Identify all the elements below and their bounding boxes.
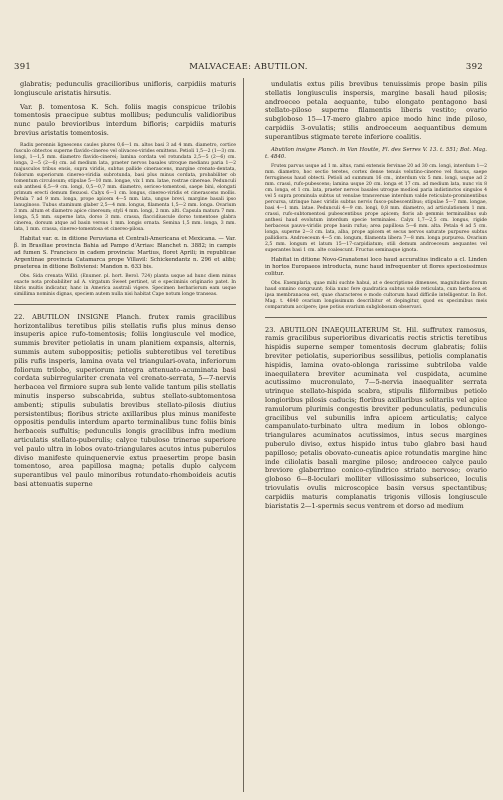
- citation-paragraph: Abutilon insigne Planch. in Van Houtte, Fl. des Serres V. 13. t. 551; Bot. Mag. t. 4840.: [265, 146, 487, 160]
- habitat-paragraph: Habitat in ditione Novo-Granatensi loco haud accuratius indicato a cl. Linden in hortos Europaeos introducta, nunc haud infrequenter ut flores speciosissimus colitur.: [265, 256, 487, 277]
- diagnosis-paragraph: Var. β. tomentosa K. Sch. foliis magis conspicue trilobis tomentosis praecipue subtus mollibus; pedunculis validioribus nunc paulo brevioribus interdum bifloris; carpidiis maturis brevius aristatis tomentosis.: [14, 102, 236, 137]
- running-title: MALVACEAE: ABUTILON.: [189, 62, 308, 72]
- page-number-right: 392: [465, 62, 483, 72]
- description-paragraph: Frutex parvus usque ad 1 m. altus, rami extensis fervinae 20 ad 30 cm. longi, interdum 1—2 mm. diametro, hoc sectio teretes, cortex dense tenuis velutino-cinereo vel fuscus, saepe ferrugineus haud obtecti. Petioli ad summum 16 cm., interdum vix 5 mm. longi, usque ad 2 mm. crassi, rufo-pubescens; lamina usque 20 cm. longa et 17 cm. ad medium lata, nunc vix 8 cm. longa, et 1 cm. lata, praeter nervos basales utroque modiosi paria indistinctos singulos 4 vel 5 supra prominula subtus ut venulae transversae interdum valde reticulato-prominentibus percursa, utrinque haec viridis subtus nervis fusco-pubescentibus; stipulae 5—7 mm. longae, basi 4—1 mm. latae. Pedunculi 4—9 cm. longi, 0,8 mm. diametro, ad articulationem 1 mm. crassi, rufo-subtomentosi pubescentibus prope apicem; floris ab gemmis terminalibus sub anthesi haud evolutum interdum specie terminales. Calyx 1,7—2,5 cm. longus, rigide herbaceus pauvo-viridis prope basin rufus; area papillosa 5—6 mm. alta. Petala 4 ad 5 cm. longa, superne 2—3 cm. lata, alba, prope apicem et secus nervos saturate purpureo subtus pallidiora. Androeceum 4—5 cm. longum, filamenta libera 7—8 mm. longa purpurea. Ovarium 2,5 mm. longum et latum 15—17-carpidiatum; stili demum androeceum aequantes vel superantes basi 1 cm. alte coalescunt. Fructus seminaque ignota.: [265, 163, 487, 253]
- description-paragraph: Obs. Sida crenata Willd. (Enumer. pl. hort. Berol. 724) planta usque ad hunc diem minus exacte nota probabiliter ad A. virgatum Sweet pertinet, ut e speciminis originario patet. In libris multis indicatur, hanc in America australi vigere. Specimen herbariorum eam usque simillima nominis dignas, speciem autem nulla nisi habitat Cape notum longe transeas.: [14, 273, 236, 297]
- page-number-left: 391: [14, 62, 32, 72]
- description-paragraph: Radix perennis lignescens caules plures 0,6—1 m. altos basi 3 ad 4 mm. diametro, cortice fusculo obtectos superne flavido-cinereo vel olivaceo-virides emittens. Petioli 1,5—2 (1—3) cm. longi, 1—1,5 mm. diametro flavido-cinerei; lamina cordata vel rotundata 2,5—5 (2—6) cm. longa, 2—5 (2—6) cm. ad medium lata, praeter nervos basales utroque medianu paria 1—2 majusculos tribus ensis, supra viridis, subtus pallide cinerascens, margine crenato-dentata, foliorum superiorum cinereo-viridia subrotunda, basi plus minus cordata, probabiliter ob tomentum circulosum; stipulae 5—10 mm. longae, vix 1 mm. latae, rostrae cinereae. Pedunculi sub anthesi 6,5—9 cm. longi, 0,5—0,7 mm. diametro, sericeo-tomentosi, saepe bini, elongati primum erecti demum flexuosi. Calyx 6—1 cm. longus, cinereo-viridis et cinerascens mollis. Petala 7 ad 9 mm. longa, prope apicem 4—5 mm. lata, ungue brevi, margine basali ipso lanuginoso. Tubus staminum glaber 2,5—4 mm. longus, filamenta 1,5—2 mm. longa. Ovarium 3 mm. altum et diametro apice cinereum; styli 4 mm. longi, 2 mm. alti. Capsula matura 7 mm. longa, 5,5 mm. superne lata, dorso 3 mm. crassa, flaccidiuscule dorso tomentose glabra cinerea, dorsum atque ad basin versus 1 mm. longis ornata. Semina 1,5 mm. longa, 3 mm. lata, 1 mm. crassa, cinereo-tomentosa et cinereo-pilosa.: [14, 142, 236, 232]
- habitat-paragraph: Habitat var. α. in ditione Peruviana et Centrali-Americana et Mexicana. — Var. β. in Brasiliae provincia Bahia ad Pampo d'Arrias: Blanchet n. 3882; in campis ad fumen S. Francisco in cadem provincia: Martius, floret Aprili; in republicae Argentinae provincia Catamarca prope Villavil: Schickendantz n. 296 et alibi; praeterea in ditione Boliviensi: Mandon n. 633 bis.: [14, 235, 236, 270]
- column-divider: [243, 78, 244, 792]
- left-column: [14, 80, 236, 792]
- diagnosis-paragraph: glabratis; pedunculis gracilioribus unifloris, carpidiis maturis longiuscule aristatis hirsutis.: [14, 80, 236, 97]
- right-column: [265, 80, 487, 792]
- description-paragraph: Obs. Exemplaria, quae mihi suchte habui, at e descriptione dimenses, magnitudine florum haud omnino congruunt; folia nunc fere quadratica subtus valde reticulata, cum herbacea et ipsa membranacea est, quae characteres e modo cultorum haud difficile intelligentur. In Bot. Mag. t. 4840 ovarium longissimum describitur et depingitur, quod ex specimibus meis comparatum accipere; ipse potius ovarium subglobosum observavi.: [265, 280, 487, 310]
- running-header: [14, 62, 483, 74]
- species-heading: 23. ABUTILON INAEQUILATERUM St. Hil. suffrutex ramosus, ramis gracilibus superioribus divaricatis rectis strictis teretibus hispidis superne semper tomentosis decrum glabratis; foliis breviter petiolatis, superioribus sessilibus, petiolis complanatis hispidis, lamina ovato-oblonga rarissime subtriloba valde inaequilatera breviter acuminata vel cuspidata, acumine acutissimo mucronulato, 7—5-nervia inaequaliter serrata utrinque stellato-hispida scabra, stipulis filiformibus petiolo longioribus pilosis caducis; floribus axillaribus solitariis vel apice ramulorum plurimis congestis breviter pedunculatis, pedunculis gracilibus vel subunilis infra apicem articulatis; calyce campanulato-turbinato ultra medium in lobos oblongo-triangulares acuminatos acutissimos, intus secus margines puberulo diviso, extus hispido intus tubo glabro basi haud papilloso; petalis obovato-cuneatis apice rotundatis margine hinc inde ciliolatis basali margine piloso; androeceo calyce paulo breviore glaberrimo conico-cylindrico striato nervoso; ovario globoso 6—8-loculari molliter villosissimo subsericeo, loculis triovulatis ovulis microscopice basin versus spectantibus; carpidiis maturis complanatis trigonis villosis longiuscule biaristatis 2—1-spermis secus ventrem et dorso ad medium: [265, 325, 487, 510]
- diagnosis-paragraph: undulatis extus pilis brevibus tenuissimis prope basin pilis stellatis longiusculis inspersis, margine basali haud pilosis; androeceo petala aequante, tubo elongato pentagono basi stellato-piloso superne filamentis liberis vestito; ovario subgloboso 15—17-mero glabro apice modo hinc inde piloso, carpidiis 3-ovulatis; stilis androeceum aequantibus demum superantibus stigmate terete inferiore coalitis.: [265, 80, 487, 141]
- section-divider: [14, 304, 236, 305]
- section-divider: [265, 317, 487, 318]
- species-heading: 22. ABUTILON INSIGNE Planch. frutex ramis gracilibus horizontalibus teretibus pilis stellatis rufis plus minus denso insuperis apice rufo-tomentosis; foliis longiuscule vel modice, summis breviter petiolatis in unam planitiem expansis, alternis, summis autem suboppositis; petiolis subteretibus vel teretibus pilis rufis insperis, lamina ovata vel triangulari-ovata, inferiorum foliorum trilobo, superiorum integra attenuato-acuminata basi cordata subirregulariter crenata vel crenato-serrata, 5—7-nervis herbacea vel firmiore supra sub lente valide tantum pilis stellatis minutis insperso subscabrida, subtus stellato-subtomentosa ambenti; stipulis subulatis brevibus stellato-pilosis diutius persistentibus; floribus stricte axillaribus plus minus manifeste oppositis pendulis interdum aparto terminalibus tunc foliis binis herbaceis suffultis; pedunculis longis gracilibus infra medium articulatis stellato-puberulis; calyce tubuloso trinerae superiore vel paulo ultra in lobos ovato-triangulares acutos intus puberulos diviso manifeste quinquenervie extus praesertim prope basin tomentoso, area papillosa magna; petalis duplo calycem superantibus vel paulo minoribus rotundato-rhomboideis acutis basi attenuatis superne: [14, 312, 236, 488]
